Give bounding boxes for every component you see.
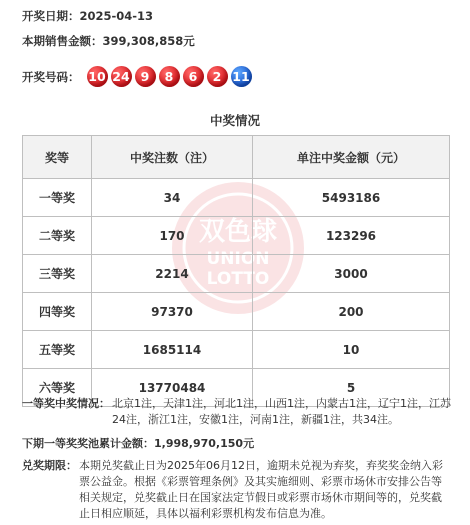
blue-ball: 11 bbox=[231, 66, 252, 87]
table-row bbox=[23, 331, 450, 369]
table-row bbox=[23, 179, 450, 217]
pool-value: 1,998,970,150元 bbox=[154, 437, 255, 450]
prize-level: 六等奖 bbox=[23, 369, 92, 407]
section-title: 中奖情况 bbox=[209, 113, 260, 128]
prize-level: 四等奖 bbox=[23, 293, 92, 331]
winner-count: 13770484 bbox=[92, 369, 253, 407]
pool-label: 下期一等奖奖池累计金额： bbox=[22, 437, 154, 450]
watermark-cn: 双色球 bbox=[198, 217, 278, 247]
red-ball: 9 bbox=[135, 66, 156, 87]
winner-count: 2214 bbox=[92, 255, 253, 293]
prize-amount: 200 bbox=[253, 293, 450, 331]
red-ball: 8 bbox=[159, 66, 180, 87]
red-ball: 10 bbox=[87, 66, 108, 87]
first-prize-label: 一等奖中奖情况： bbox=[22, 397, 110, 410]
winning-numbers-label: 开奖号码： bbox=[22, 69, 80, 84]
ball-list bbox=[84, 66, 252, 87]
header-amount: 单注中奖金额（元） bbox=[253, 136, 450, 179]
red-ball: 2 bbox=[207, 66, 228, 87]
first-prize-distribution bbox=[22, 396, 452, 428]
watermark-lotto: LOTTO bbox=[206, 269, 270, 289]
prize-amount: 10 bbox=[253, 331, 450, 369]
draw-date-value: 2025-04-13 bbox=[79, 9, 154, 23]
prize-level: 一等奖 bbox=[23, 179, 92, 217]
prize-level: 二等奖 bbox=[23, 217, 92, 255]
table-row bbox=[23, 217, 450, 255]
header-level: 奖等 bbox=[23, 136, 92, 179]
header-count: 中奖注数（注） bbox=[92, 136, 253, 179]
winner-count: 170 bbox=[92, 217, 253, 255]
rules-text: 本期兑奖截止日为2025年06月12日，逾期未兑视为弃奖，弃奖奖金纳入彩票公益金。根据《彩票管理条例》及其实施细则、彩票市场休市安排公告等相关规定，兑奖截止日在国家法定节假日或彩票市场休市期间等的，兑奖截止日相应顺延，具体以福利彩票机构发布信息为准。 bbox=[79, 459, 443, 520]
prize-amount: 3000 bbox=[253, 255, 450, 293]
winning-numbers bbox=[22, 66, 252, 87]
sales-amount bbox=[22, 33, 195, 49]
watermark-union: UNION bbox=[206, 249, 270, 269]
jackpot-pool bbox=[22, 436, 452, 452]
red-ball: 6 bbox=[183, 66, 204, 87]
sales-label: 本期销售金额： bbox=[22, 34, 103, 48]
table-row bbox=[23, 293, 450, 331]
redemption-rules bbox=[22, 458, 452, 522]
draw-date-label: 开奖日期： bbox=[22, 9, 80, 23]
table-header-row bbox=[23, 136, 450, 179]
rules-label: 兑奖期限： bbox=[22, 459, 77, 472]
prize-table bbox=[22, 135, 450, 407]
prize-level: 三等奖 bbox=[23, 255, 92, 293]
table-row bbox=[23, 255, 450, 293]
sales-value: 399,308,858元 bbox=[102, 34, 195, 48]
winner-count: 97370 bbox=[92, 293, 253, 331]
prize-amount: 123296 bbox=[253, 217, 450, 255]
draw-date bbox=[22, 8, 153, 24]
prize-amount: 5 bbox=[253, 369, 450, 407]
prize-amount: 5493186 bbox=[253, 179, 450, 217]
winner-count: 34 bbox=[92, 179, 253, 217]
prize-level: 五等奖 bbox=[23, 331, 92, 369]
first-prize-text: 北京1注，天津1注，河北1注，山西1注，内蒙古1注，辽宁1注，江苏24注，浙江1注，安徽1注，河南1注，新疆1注，共34注。 bbox=[112, 397, 451, 426]
red-ball: 24 bbox=[111, 66, 132, 87]
winner-count: 1685114 bbox=[92, 331, 253, 369]
